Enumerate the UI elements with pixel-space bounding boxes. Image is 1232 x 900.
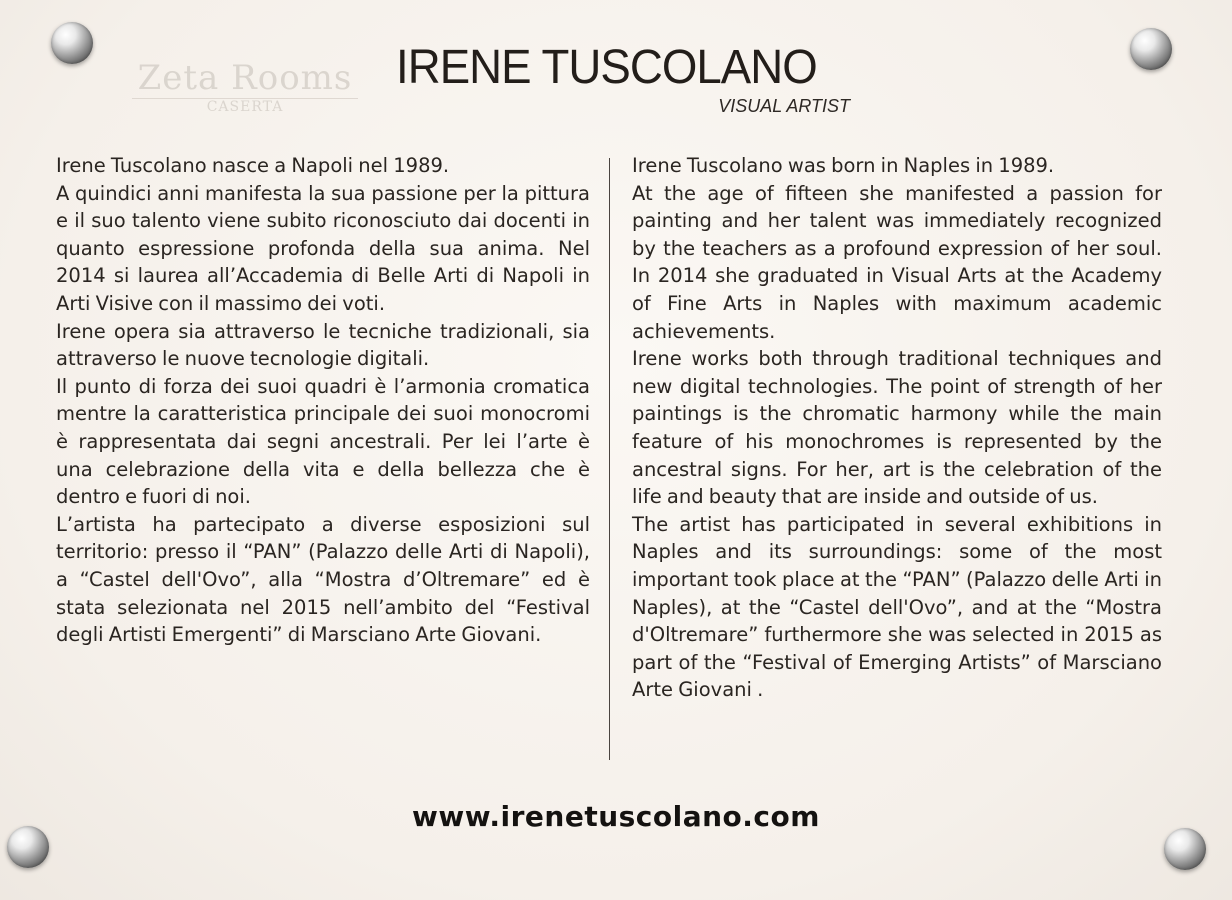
italian-biography: [56, 152, 590, 649]
artist-name-heading: IRENE TUSCOLANO: [396, 41, 817, 94]
italian-paragraph: A quindici anni manifesta la sua passione per la pittura e il suo talento viene subito riconosciuto dai docenti in quanto espressione profonda della sua anima. Nel 2014 si laurea all’Accademia di Belle Arti di Napoli in Arti Visive con il massimo dei voti.: [56, 181, 590, 315]
artist-role-subtitle: VISUAL ARTIST: [718, 96, 850, 116]
english-paragraph: The artist has participated in several exhibitions in Naples and its surroundings: some of the most important took place at the “PAN” (Palazzo delle Arti in Naples), at the “Castel dell'Ovo”, and at the “Mostra d'Oltremare” furthermore she was selected in 2015 as part of the “Festival of Emerging Artists” of Marsciano Arte Giovani .: [632, 512, 1162, 702]
logo-city: CASERTA: [206, 99, 284, 115]
logo-name: Zeta Rooms: [132, 58, 359, 99]
hotel-logo: [130, 58, 360, 115]
english-paragraph: At the age of fifteen she manifested a passion for painting and her talent was immediately recognized by the teachers as a profound expression of her soul. In 2014 she graduated in Visual Arts at the Academy of Fine Arts in Naples with maximum academic achievements.: [632, 181, 1162, 343]
website-url: www.irenetuscolano.com: [412, 800, 820, 833]
mounting-bolt-top-right: [1130, 28, 1172, 70]
italian-paragraph: Il punto di forza dei suoi quadri è l’armonia cromatica mentre la caratteristica principale dei suoi monocromi è rappresentata dai segni ancestrali. Per lei l’arte è una celebrazione della vita e della bellezza che è dentro e fuori di noi.: [56, 374, 590, 509]
column-divider: [609, 158, 610, 760]
english-paragraph: Irene works both through traditional techniques and new digital technologies. The point of strength of her paintings is the chromatic harmony while the main feature of his monochromes is represented by the ancestral signs. For her, art is the celebration of the life and beauty that are inside and outside of us.: [632, 347, 1162, 509]
italian-paragraph: L’artista ha partecipato a diverse esposizioni sul territorio: presso il “PAN” (Palazzo delle Arti di Napoli), a “Castel dell'Ovo”, alla “Mostra d’Oltremare” ed è stata selezionata nel 2015 nell’ambito del “Festival degli Artisti Emergenti” di Marsciano Arte Giovani.: [56, 512, 590, 647]
italian-paragraph: Irene opera sia attraverso le tecniche tradizionali, sia attraverso le nuove tecnologie digitali.: [56, 319, 590, 371]
italian-paragraph: Irene Tuscolano nasce a Napoli nel 1989.: [56, 154, 450, 177]
english-biography: [632, 152, 1162, 704]
english-paragraph: Irene Tuscolano was born in Naples in 1989.: [632, 154, 1055, 177]
mounting-bolt-bottom-right: [1164, 828, 1206, 870]
mounting-bolt-top-left: [51, 22, 93, 64]
